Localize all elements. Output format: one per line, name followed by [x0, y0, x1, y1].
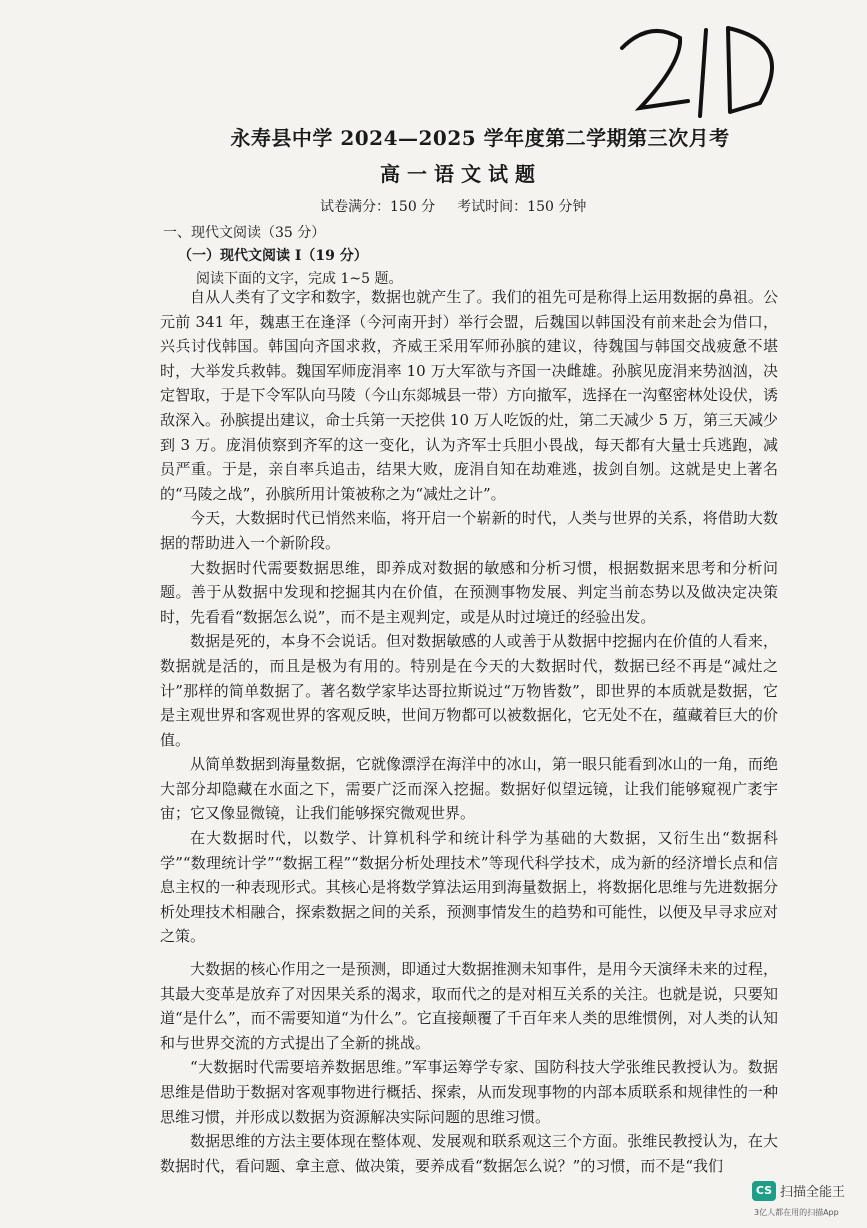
scanner-tagline: 3亿人都在用的扫描App — [754, 1208, 839, 1217]
passage-paragraph: 大数据时代需要数据思维，即养成对数据的敏感和分析习惯，根据数据来思考和分析问题。善于从数据中发现和挖掘其内在价值，在预测事物发展、判定当前态势以及做决定决策时，先看看“数据怎么说”，而不是主观判定，或是从时过境迁的经验出发。 — [160, 558, 778, 626]
passage-paragraph: 在大数据时代，以数学、计算机科学和统计科学为基础的大数据，又衍生出“数据科学”“数理统计学”“数据工程”“数据分析处理技术”等现代科学技术，成为新的经济增长点和信息主权的一种表现形式。其核心是将数学算法运用到海量数据上，将数据化思维与先进数据分析处理技术相融合，探索数据之间的关系，预测事情发生的趋势和可能性，以便及早寻求应对之策。 — [160, 829, 778, 946]
camscanner-logo-icon: CS — [752, 1181, 776, 1201]
reading-passage — [160, 285, 778, 1178]
exam-time-label: 考试时间：150 分钟 — [457, 199, 587, 215]
passage-paragraph: 数据思维的方法主要体现在整体观、发展观和联系观这三个方面。张维民教授认为，在大数据时代，看问题、拿主意、做决策，要养成看“数据怎么说？”的习惯，而不是“我们 — [160, 1132, 778, 1175]
reading-instruction: 阅读下面的文字，完成 1~5 题。 — [196, 271, 403, 287]
passage-paragraph: “大数据时代需要培养数据思维。”军事运筹学专家、国防科技大学张维民教授认为。数据思维是借助于数据对客观事物进行概括、探索，从而发现事物的内部本质联系和规律性的一种思维习惯，并形成以数据为资源解决实际问题的思维习惯。 — [160, 1058, 778, 1126]
scanner-app-name: 扫描全能王 — [780, 1185, 846, 1200]
passage-paragraph: 今天，大数据时代已悄然来临，将开启一个崭新的时代，人类与世界的关系，将借助大数据的帮助进入一个新阶段。 — [160, 509, 778, 552]
handwritten-score-mark — [610, 8, 810, 123]
scanner-watermark — [752, 1180, 845, 1201]
subsection-heading: （一）现代文阅读 Ⅰ（19 分） — [178, 248, 368, 264]
full-score-label: 试卷满分：150 分 — [320, 199, 436, 215]
passage-paragraph: 自从人类有了文字和数字，数据也就产生了。我们的祖先可是称得上运用数据的鼻祖。公元前 341 年，魏惠王在逢泽（今河南开封）举行会盟，后魏国以韩国没有前来赴会为借口，兴兵讨伐韩国。韩国向齐国求救，齐威王采用军师孙膑的建议，待魏国与韩国交战疲惫不堪时，大举发兵救韩。魏国军师庞涓率 10 万大军欲与齐国一决雌雄。孙膑见庞涓来势汹汹，决定智取，于是下令军队向马陵（今山东郯城县一带）方向撤军，选择在一沟壑密林处设伏，诱敌深入。孙膑提出建议，命士兵第一天挖供 10 万人吃饭的灶，第二天减少 5 万，第三天减少到 3 万。庞涓侦察到齐军的这一变化，认为齐军士兵胆小畏战，每天都有大量士兵逃跑，减员严重。于是，亲自率兵追击，结果大败，庞涓自知在劫难逃，拔剑自刎。这就是史上著名的“马陵之战”，孙膑所用计策被称之为“减灶之计”。 — [160, 288, 778, 503]
passage-paragraph: 大数据的核心作用之一是预测，即通过大数据推测未知事件，是用今天演绎未来的过程，其最大变革是放弃了对因果关系的渴求，取而代之的是对相互关系的关注。也就是说，只要知道“是什么”，而不需要知道“为什么”。它直接颠覆了千百年来人类的思维惯例，对人类的认知和与世界交流的方式提出了全新的挑战。 — [160, 960, 778, 1052]
subject-title: 高一语文试题 — [380, 162, 542, 186]
passage-paragraph: 数据是死的，本身不会说话。但对数据敏感的人或善于从数据中挖掘内在价值的人看来，数据就是活的，而且是极为有用的。特别是在今天的大数据时代，数据已经不再是“减灶之计”那样的简单数据了。著名数学家毕达哥拉斯说过“万物皆数”，即世界的本质就是数据，它是主观世界和客观世界的客观反映，世间万物都可以被数据化，它无处不在，蕴藏着巨大的价值。 — [160, 632, 778, 749]
section-heading: 一、现代文阅读（35 分） — [163, 225, 326, 241]
exam-meta — [320, 196, 586, 216]
passage-paragraph: 从简单数据到海量数据，它就像漂浮在海洋中的冰山，第一眼只能看到冰山的一角，而绝大部分却隐藏在水面之下，需要广泛而深入挖掘。数据好似望远镜，让我们能够窥视广袤宇宙；它又像显微镜，让我们能够探究微观世界。 — [160, 755, 778, 823]
exam-title: 永寿县中学 2024—2025 学年度第二学期第三次月考 — [230, 126, 730, 150]
